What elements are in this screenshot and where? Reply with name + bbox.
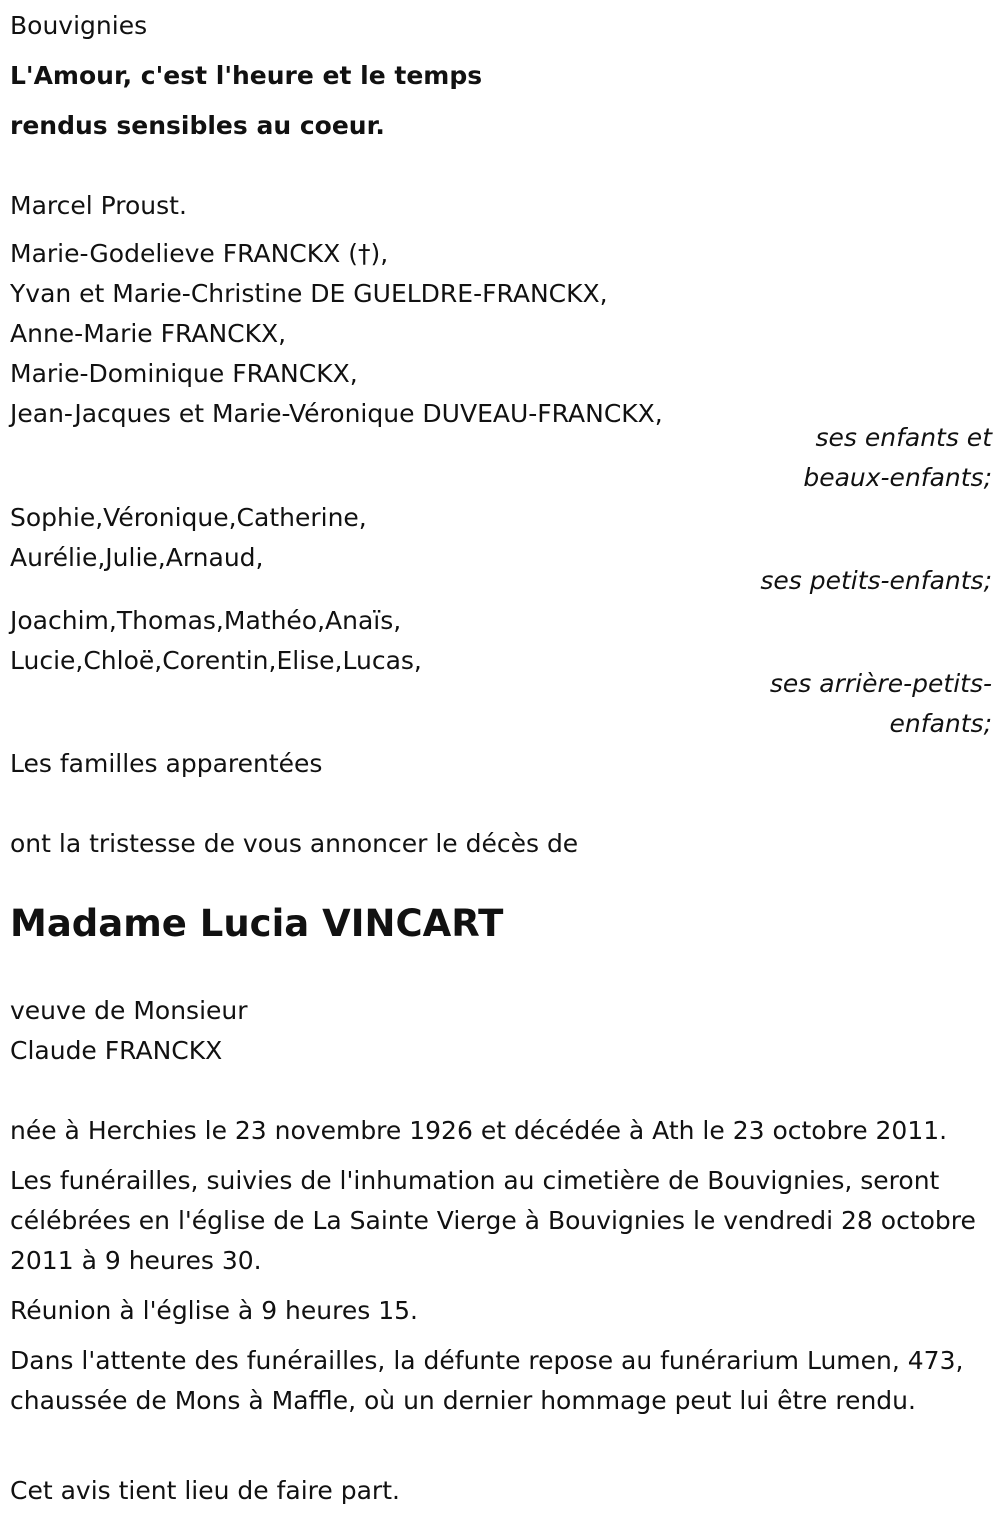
location: Bouvignies xyxy=(10,11,148,40)
meeting-time: Réunion à l'église à 9 heures 15. xyxy=(10,1296,418,1325)
deceased-name: Madame Lucia VINCART xyxy=(10,902,504,945)
grandchildren-role: ses petits-enfants; xyxy=(760,566,992,595)
great-grandchild-names: Joachim,Thomas,Mathéo,Anaïs, xyxy=(10,606,402,635)
grandchild-names: Aurélie,Julie,Arnaud, xyxy=(10,543,264,572)
child-name: Yvan et Marie-Christine DE GUELDRE-FRANCKX, xyxy=(10,279,608,308)
announcement: ont la tristesse de vous annoncer le décès de xyxy=(10,829,579,858)
great-grandchildren-role-line-2: enfants; xyxy=(889,709,992,738)
notice: Cet avis tient lieu de faire part. xyxy=(10,1476,400,1505)
child-name: Anne-Marie FRANCKX, xyxy=(10,319,287,348)
quote-line-1: L'Amour, c'est l'heure et le temps xyxy=(10,61,483,90)
related-families: Les familles apparentées xyxy=(10,749,323,778)
birth-death: née à Herchies le 23 novembre 1926 et décédée à Ath le 23 octobre 2011. xyxy=(10,1116,948,1145)
child-name: Marie-Godelieve FRANCKX (†), xyxy=(10,239,389,268)
children-list xyxy=(10,234,663,434)
children-role-line-1: ses enfants et xyxy=(815,423,992,452)
children-role-line-2: beaux-enfants; xyxy=(803,463,992,492)
widow-line-1: veuve de Monsieur xyxy=(10,996,248,1025)
resting-place: Dans l'attente des funérailles, la défunte repose au funérarium Lumen, 473, chaussée de Mons à Maffle, où un dernier hommage peut lui être rendu. xyxy=(10,1346,964,1415)
child-name: Jean-Jacques et Marie-Véronique DUVEAU-FRANCKX, xyxy=(10,399,663,428)
child-name: Marie-Dominique FRANCKX, xyxy=(10,359,358,388)
quote-author: Marcel Proust. xyxy=(10,191,187,220)
great-grandchild-names: Lucie,Chloë,Corentin,Elise,Lucas, xyxy=(10,646,422,675)
quote-line-2: rendus sensibles au coeur. xyxy=(10,111,385,140)
funeral-details: Les funérailles, suivies de l'inhumation au cimetière de Bouvignies, seront célébrées en l'église de La Sainte Vierge à Bouvignies le vendredi 28 octobre 2011 à 9 heures 30. xyxy=(10,1166,976,1275)
widow-line-2: Claude FRANCKX xyxy=(10,1036,223,1065)
grandchild-names: Sophie,Véronique,Catherine, xyxy=(10,503,367,532)
great-grandchildren-role-line-1: ses arrière-petits- xyxy=(769,669,992,698)
